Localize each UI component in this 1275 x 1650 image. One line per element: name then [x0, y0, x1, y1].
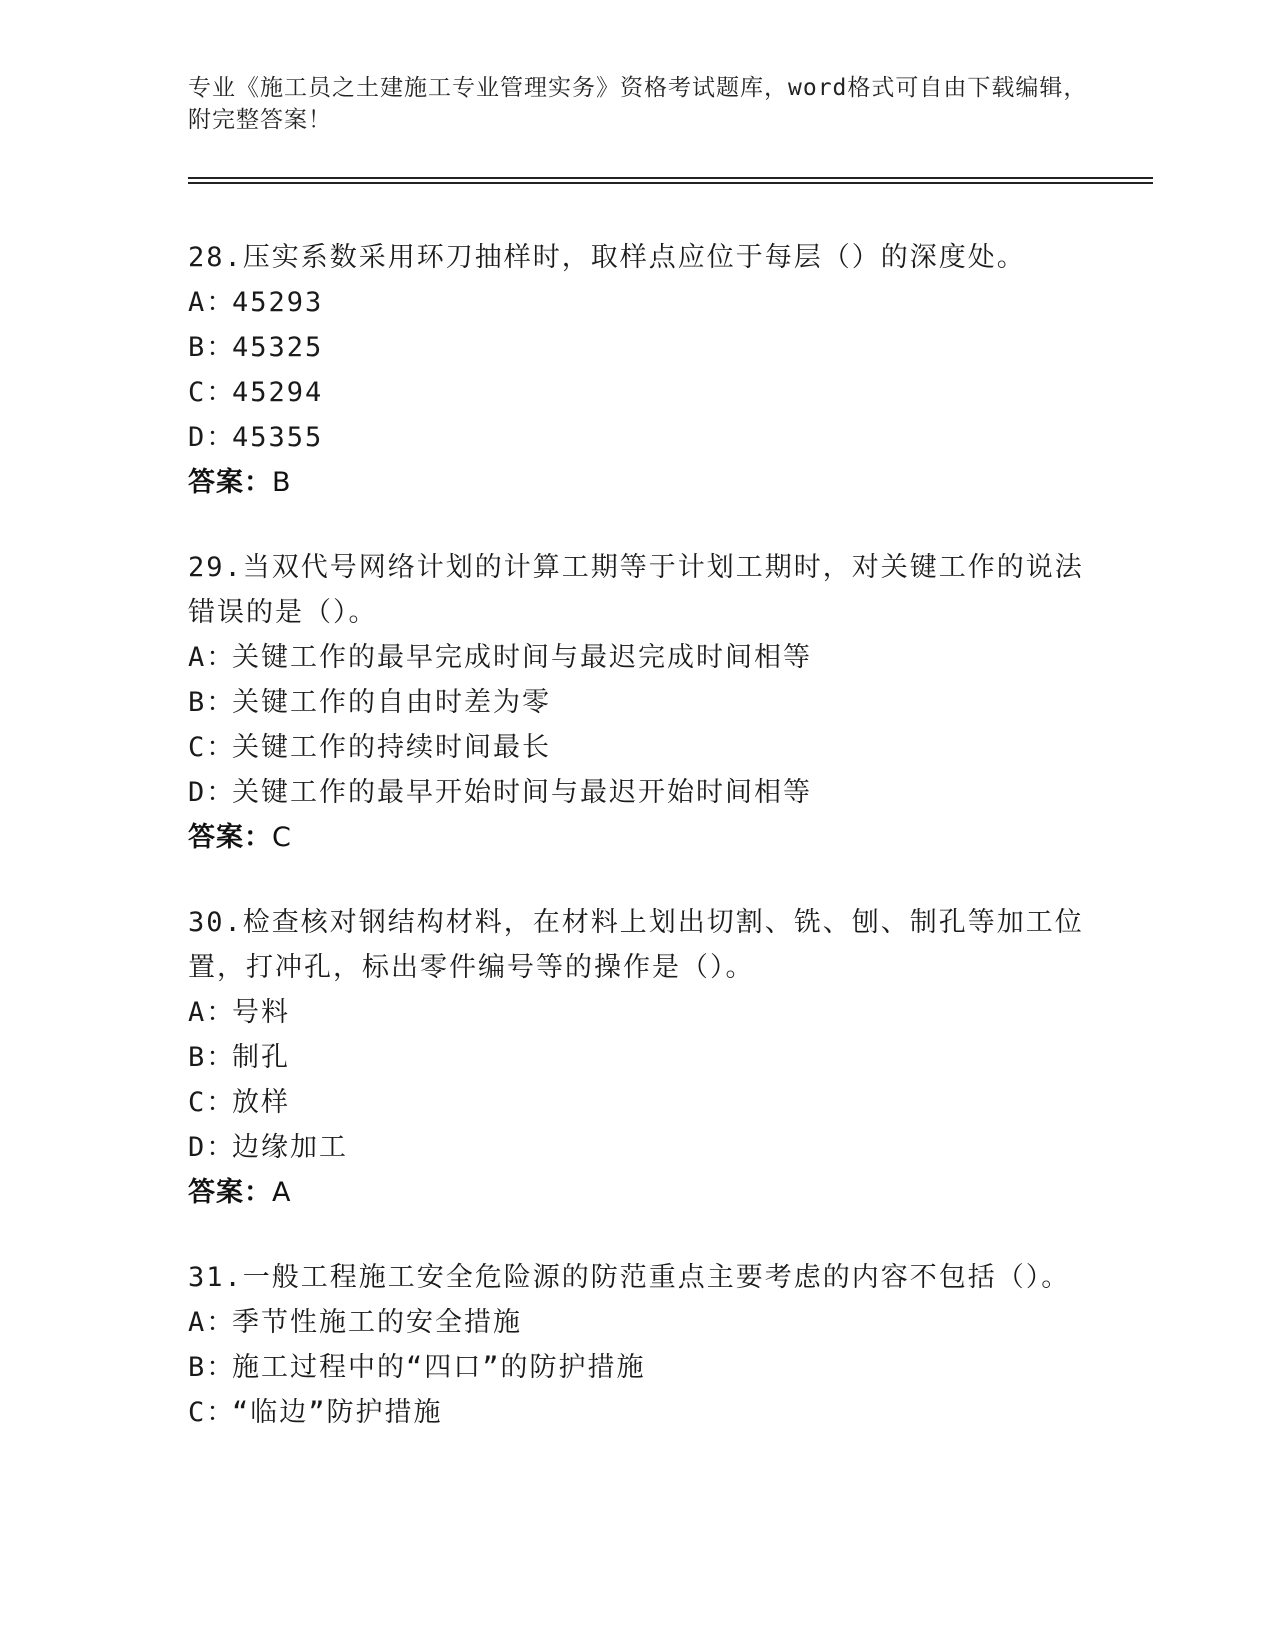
option-text: 45294: [232, 377, 324, 408]
option-key: C：: [188, 732, 236, 763]
question-number: 29.: [188, 552, 243, 583]
document-header: 专业《施工员之土建施工专业管理实务》资格考试题库，word格式可自由下载编辑，附完整答案！: [188, 75, 1088, 133]
option-key: C：: [188, 377, 236, 408]
question-text: 一般工程施工安全危险源的防范重点主要考虑的内容不包括（）。: [242, 1262, 1071, 1293]
option-a: [188, 280, 1088, 325]
answer-label: 答案：: [188, 467, 272, 498]
answer-label: 答案：: [188, 1177, 272, 1208]
answer-line: [188, 815, 1088, 860]
answer-label: 答案：: [188, 822, 272, 853]
option-b: [188, 1345, 1088, 1390]
answer-value: B: [272, 467, 291, 498]
option-text: “临边”防护措施: [232, 1397, 443, 1428]
question-number: 31.: [188, 1262, 243, 1293]
question-text: 检查核对钢结构材料，在材料上划出切割、铣、刨、制孔等加工位置，打冲孔，标出零件编号等的操作是（）。: [188, 907, 1084, 983]
option-c: [188, 370, 1088, 415]
option-key: D：: [188, 777, 236, 808]
header-divider-top: [188, 177, 1153, 179]
option-key: B：: [188, 1352, 236, 1383]
question-stem: [188, 1255, 1088, 1300]
option-a: [188, 990, 1088, 1035]
option-key: D：: [188, 1132, 236, 1163]
question-number: 28.: [188, 242, 243, 273]
option-c: [188, 1080, 1088, 1125]
option-key: B：: [188, 332, 236, 363]
option-c: [188, 725, 1088, 770]
answer-value: A: [272, 1177, 291, 1208]
option-key: A：: [188, 287, 236, 318]
answer-line: [188, 460, 1088, 505]
option-text: 关键工作的最早完成时间与最迟完成时间相等: [232, 642, 812, 673]
question-list: [188, 235, 1088, 1475]
option-text: 边缘加工: [232, 1132, 348, 1163]
option-key: C：: [188, 1087, 236, 1118]
option-text: 关键工作的自由时差为零: [232, 687, 551, 718]
option-text: 关键工作的最早开始时间与最迟开始时间相等: [232, 777, 812, 808]
option-key: B：: [188, 687, 236, 718]
option-d: [188, 770, 1088, 815]
option-b: [188, 680, 1088, 725]
option-d: [188, 415, 1088, 460]
option-d: [188, 1125, 1088, 1170]
question-stem: [188, 545, 1088, 635]
option-key: B：: [188, 1042, 236, 1073]
option-b: [188, 325, 1088, 370]
question-text: 压实系数采用环刀抽样时，取样点应位于每层（）的深度处。: [242, 242, 1026, 273]
option-key: A：: [188, 642, 236, 673]
option-b: [188, 1035, 1088, 1080]
header-divider-bottom: [188, 182, 1153, 184]
question-29: [188, 545, 1088, 860]
option-text: 季节性施工的安全措施: [232, 1307, 522, 1338]
option-key: D：: [188, 422, 236, 453]
option-key: A：: [188, 997, 236, 1028]
option-text: 45293: [232, 287, 324, 318]
answer-value: C: [272, 822, 291, 853]
answer-line: [188, 1170, 1088, 1215]
option-text: 制孔: [232, 1042, 290, 1073]
question-stem: [188, 235, 1088, 280]
question-stem: [188, 900, 1088, 990]
question-number: 30.: [188, 907, 243, 938]
option-key: A：: [188, 1307, 236, 1338]
option-key: C：: [188, 1397, 236, 1428]
option-text: 放样: [232, 1087, 290, 1118]
option-text: 关键工作的持续时间最长: [232, 732, 551, 763]
question-31: [188, 1255, 1088, 1435]
option-text: 45355: [232, 422, 324, 453]
option-text: 施工过程中的“四口”的防护措施: [232, 1352, 646, 1383]
option-text: 45325: [232, 332, 324, 363]
option-c: [188, 1390, 1088, 1435]
question-30: [188, 900, 1088, 1215]
option-a: [188, 635, 1088, 680]
option-text: 号料: [232, 997, 290, 1028]
option-a: [188, 1300, 1088, 1345]
question-text: 当双代号网络计划的计算工期等于计划工期时，对关键工作的说法错误的是（）。: [188, 552, 1084, 628]
question-28: [188, 235, 1088, 505]
